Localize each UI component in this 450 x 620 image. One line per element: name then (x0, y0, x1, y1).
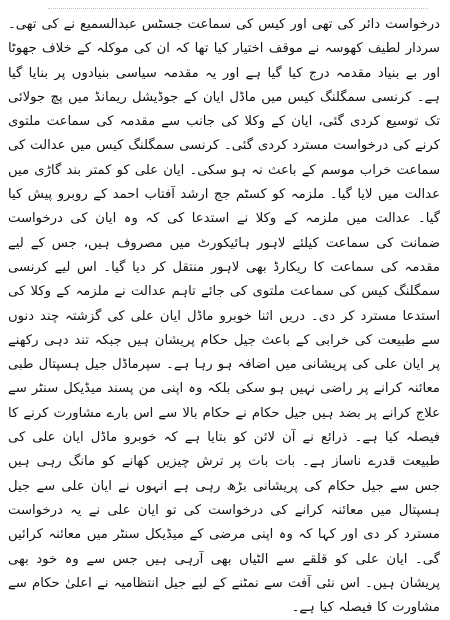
cut-off-previous-line (48, 0, 428, 9)
article-paragraph: درخواست دائر کی تھی اور کیس کی سماعت جسٹس عبدالسمیع نے کی تھی۔ سردار لطیف کھوسہ نے موقف اختیار کیا تھا کہ ان کی موکلہ کے خلاف جھوٹا اور بے بنیاد مقدمہ درج کیا گیا ہے اور یہ مقدمہ سیاسی بنیادوں پر بنایا گیا ہے۔ کرنسی سمگلنگ کیس میں ماڈل ایان کے جوڈیشل ریمانڈ میں پچ جولائی تک توسیع کردی گئی، ایان کے وکلا کی جانب سے مقدمہ کی سماعت ملتوی کرنے کی درخواست مسترد کردی گئی۔ کرنسی سمگلنگ کیس میں عدالت کی سماعت خراب موسم کے باعث نہ ہو سکی۔ ایان علی کو کمتر بند گاڑی میں عدالت میں لایا گیا۔ ملزمہ کو کسٹم جج ارشد آفتاب احمد کے روبرو پیش کیا گیا۔ عدالت میں ملزمہ کے وکلا نے استدعا کی کہ وہ ایان کی درخواست ضمانت کی سماعت کیلئے لاہور ہائیکورٹ میں مصروف ہیں، جس کے لیے مقدمہ کی سماعت کا ریکارڈ بھی لاہور منتقل کر دیا گیا۔ اس لیے کرنسی سمگلنگ کیس کی سماعت ملتوی کی جائے تاہم عدالت نے ملزمہ کے وکلا کی استدعا مسترد کر دی۔ دریں اثنا خوبرو ماڈل ایان علی کی گزشتہ چند دنوں سے طبیعت کی خرابی کے باعث جیل حکام پریشان ہیں جبکہ تند دہی رکھنے پر ایان علی کی پریشانی میں اضافہ ہو رہا ہے۔ سپرماڈل جیل ہسپتال طبی معائنہ کرانے پر راضی نہیں ہو سکی بلکہ وہ اپنی من پسند میڈیکل سنٹر سے علاج کرانے پر بضد ہیں جیل حکام نے حکام بالا سے اس بارے مشاورت کرنے کا فیصلہ کیا ہے۔ ذرائع نے آن لائن کو بتایا ہے کہ خوبرو ماڈل ایان علی کی طبیعت قدرے ناساز ہے۔ بات بات پر ترش چیزیں کھانے کو مانگ رہی ہیں جس سے جیل حکام کی پریشانی بڑھ رہی ہے انہوں نے ایان علی سے جیل ہسپتال میں معائنہ کرانے کی درخواست کی تو ایان علی نے یہ درخواست مسترد کر دی اور کہا کہ وہ اپنی مرضی کے میڈیکل سنٹر میں معائنہ کرائیں گی۔ ایان علی کو قلقے سے الٹیاں بھی آرہی ہیں جس سے وہ خود بھی پریشان ہیں۔ اس نئی آفت سے نمٹنے کے لیے جیل انتظامیہ نے اعلیٰ حکام سے مشاورت کا فیصلہ کیا ہے۔ (8, 17, 440, 616)
